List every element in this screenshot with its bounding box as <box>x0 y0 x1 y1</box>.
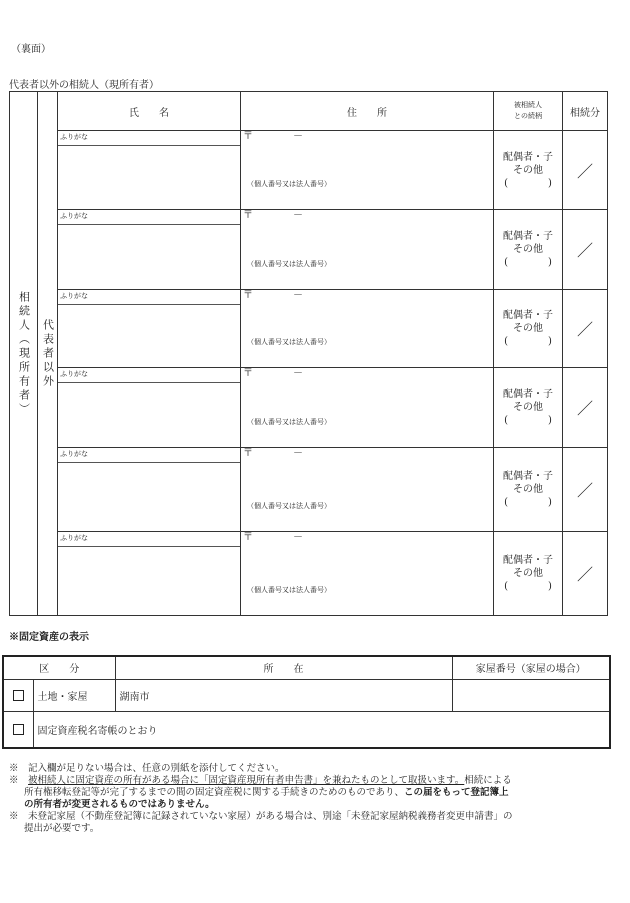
furigana-field[interactable]: ふりがな <box>58 448 240 463</box>
relation-field[interactable]: 配偶者・子 その他 ( ) <box>494 131 563 210</box>
notes <box>9 763 609 835</box>
property-section-title: ※固定資産の表示 <box>9 632 89 643</box>
postal-code-field[interactable]: 〒 － <box>243 210 303 221</box>
note-1: ※ 記入欄が足りない場合は、任意の別紙を添付してください。 <box>9 763 285 774</box>
postal-code-field[interactable]: 〒 － <box>243 532 303 543</box>
relation-field[interactable]: 配偶者・子 その他 ( ) <box>494 532 563 616</box>
my-number-label: （個人番号又は法人番号） <box>247 586 331 594</box>
heirs-table <box>9 91 608 616</box>
page-side-label: （裏面） <box>11 44 51 55</box>
relation-field[interactable]: 配偶者・子 その他 ( ) <box>494 290 563 368</box>
heir-row <box>10 210 608 290</box>
heir-row <box>10 448 608 532</box>
relation-header: 被相続人 との続柄 <box>494 92 563 131</box>
note-2-cont2: の所有者が変更されるものではありません。 <box>24 799 215 810</box>
heir-row <box>10 532 608 616</box>
heir-row <box>10 131 608 210</box>
share-field[interactable]: ／ <box>563 532 608 616</box>
share-field[interactable]: ／ <box>563 131 608 210</box>
note-2: ※ 被相続人に固定資産の所有がある場合に「固定資産現所有者申告書」を兼ねたものとして取扱います。相続による <box>9 775 512 786</box>
property-table <box>2 655 611 749</box>
postal-code-field[interactable]: 〒 － <box>243 368 303 379</box>
nayosecho-label: 固定資産税名寄帳のとおり <box>33 711 610 748</box>
nayosecho-checkbox[interactable] <box>13 724 24 735</box>
note-3: ※ 未登記家屋（不動産登記簿に記録されていない家屋）がある場合は、別途「未登記家屋納税義務者変更申請書」の <box>9 811 513 822</box>
my-number-label: （個人番号又は法人番号） <box>247 338 331 346</box>
heir-row <box>10 368 608 448</box>
share-field[interactable]: ／ <box>563 290 608 368</box>
house-number-header: 家屋番号（家屋の場合） <box>452 656 610 679</box>
share-field[interactable]: ／ <box>563 210 608 290</box>
share-field[interactable]: ／ <box>563 448 608 532</box>
heir-row <box>10 290 608 368</box>
group-label-inner: 代表者以外 <box>38 92 58 616</box>
category-header: 区 分 <box>3 656 115 679</box>
heirs-section-title: 代表者以外の相続人（現所有者） <box>9 80 159 91</box>
furigana-field[interactable]: ふりがな <box>58 131 240 146</box>
relation-field[interactable]: 配偶者・子 その他 ( ) <box>494 210 563 290</box>
furigana-field[interactable]: ふりがな <box>58 210 240 225</box>
my-number-label: （個人番号又は法人番号） <box>247 502 331 510</box>
postal-code-field[interactable]: 〒 － <box>243 448 303 459</box>
postal-code-field[interactable]: 〒 － <box>243 131 303 142</box>
furigana-field[interactable]: ふりがな <box>58 532 240 547</box>
note-3-cont: 提出が必要です。 <box>24 823 100 834</box>
relation-field[interactable]: 配偶者・子 その他 ( ) <box>494 368 563 448</box>
group-label-outer: 相続人（現所有者） <box>10 92 38 616</box>
my-number-label: （個人番号又は法人番号） <box>247 418 331 426</box>
my-number-label: （個人番号又は法人番号） <box>247 180 331 188</box>
furigana-field[interactable]: ふりがな <box>58 290 240 305</box>
land-house-checkbox[interactable] <box>13 690 24 701</box>
postal-code-field[interactable]: 〒 － <box>243 290 303 301</box>
house-number-field[interactable] <box>452 679 610 711</box>
my-number-label: （個人番号又は法人番号） <box>247 260 331 268</box>
note-2-cont: 所有権移転登記等が完了するまでの間の固定資産税に関する手続きのためのものであり、この届をもって登記簿上 <box>24 787 509 798</box>
location-field[interactable]: 湖南市 <box>115 679 452 711</box>
relation-field[interactable]: 配偶者・子 その他 ( ) <box>494 448 563 532</box>
share-header: 相続分 <box>563 92 608 131</box>
share-field[interactable]: ／ <box>563 368 608 448</box>
land-house-label: 土地・家屋 <box>33 679 115 711</box>
furigana-field[interactable]: ふりがな <box>58 368 240 383</box>
name-header: 氏 名 <box>58 92 241 131</box>
address-header: 住 所 <box>241 92 494 131</box>
location-header: 所 在 <box>115 656 452 679</box>
